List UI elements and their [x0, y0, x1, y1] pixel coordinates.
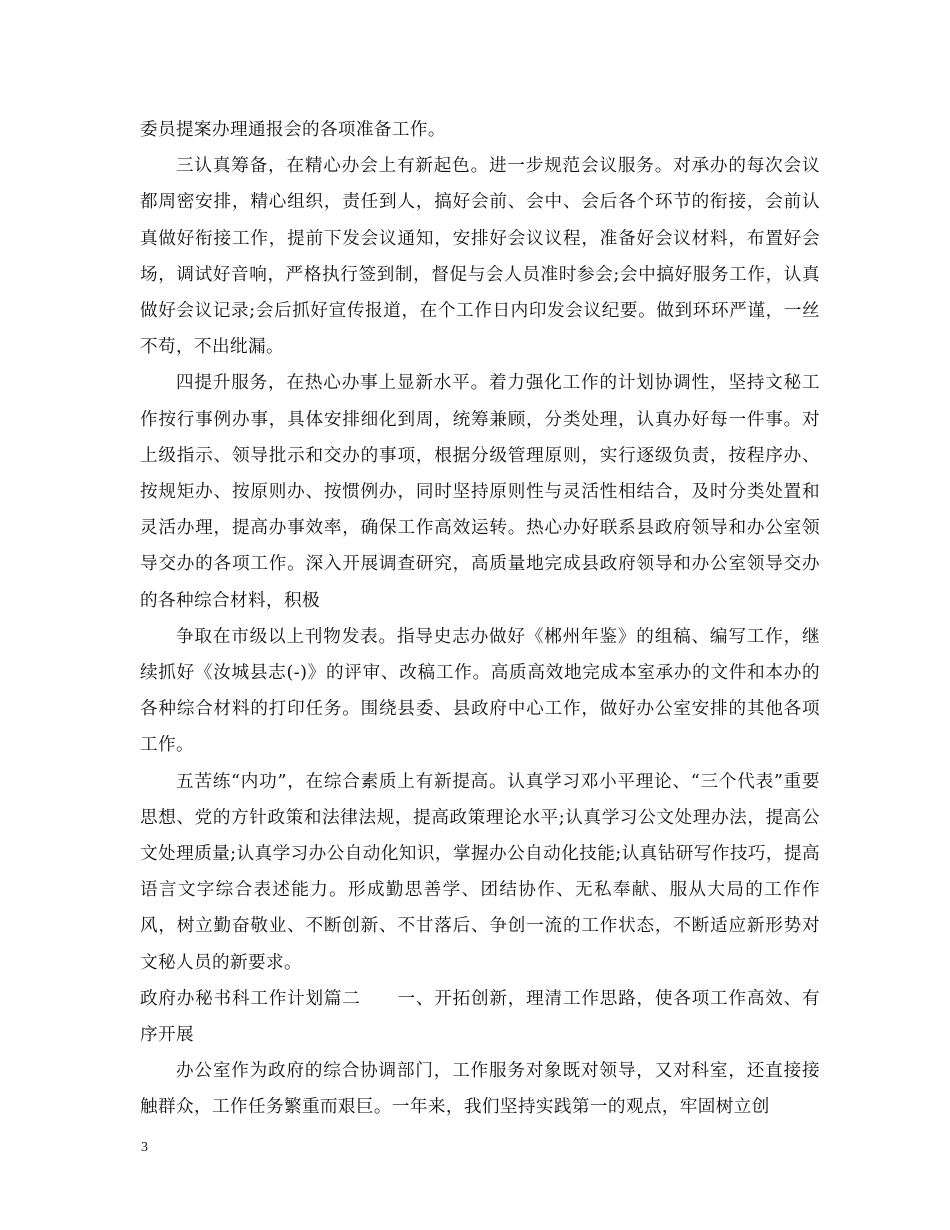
page-number: 3	[141, 1140, 148, 1155]
paragraph-item-four: 四提升服务，在热心办事上显新水平。着力强化工作的计划协调性，坚持文秘工作按行事例办事，具体安排细化到周，统筹兼顾，分类处理，认真办好每一件事。对上级指示、领导批示和交办的事项，根据分级管理原则，实行逐级负责，按程序办、按规矩办、按原则办、按惯例办，同时坚持原则性与灵活性相结合，及时分类处置和灵活办理，提高办事效率，确保工作高效运转。热心办好联系县政府领导和办公室领导交办的各项工作。深入开展调查研究，高质量地完成县政府领导和办公室领导交办的各种综合材料，积极	[140, 373, 820, 611]
document-body	[140, 112, 820, 1126]
paragraph-item-four-continued: 争取在市级以上刊物发表。指导史志办做好《郴州年鉴》的组稿、编写工作，继续抓好《汝城县志(-)》的评审、改稿工作。高质高效地完成本室承办的文件和本办的各种综合材料的打印任务。围绕县委、县政府中心工作，做好办公室安排的其他各项工作。	[140, 626, 820, 756]
paragraph-item-five: 五苦练“内功”，在综合素质上有新提高。认真学习邓小平理论、“三个代表”重要思想、党的方针政策和法律法规，提高政策理论水平;认真学习公文处理办法，提高公文处理质量;认真学习办公自动化知识，掌握办公自动化技能;认真钻研写作技巧，提高语言文字综合表述能力。形成勤思善学、团结协作、无私奉献、服从大局的工作作风，树立勤奋敬业、不断创新、不甘落后、争创一流的工作状态，不断适应新形势对文秘人员的新要求。	[140, 771, 820, 973]
section-heading: 政府办秘书科工作计划篇二 一、开拓创新，理清工作思路，使各项工作高效、有序开展	[140, 988, 820, 1046]
paragraph-continuation: 委员提案办理通报会的各项准备工作。	[140, 120, 446, 140]
paragraph-office-intro: 办公室作为政府的综合协调部门，工作服务对象既对领导，又对科室，还直接接触群众，工作任务繁重而艰巨。一年来，我们坚持实践第一的观点，牢固树立创	[140, 1061, 820, 1118]
paragraph-item-three: 三认真筹备，在精心办会上有新起色。进一步规范会议服务。对承办的每次会议都周密安排，精心组织，责任到人，搞好会前、会中、会后各个环节的衔接，会前认真做好衔接工作，提前下发会议通知，安排好会议议程，准备好会议材料，布置好会场，调试好音响，严格执行签到制，督促与会人员准时参会;会中搞好服务工作，认真做好会议记录;会后抓好宣传报道，在个工作日内印发会议纪要。做到环环严谨，一丝不苟，不出纰漏。	[140, 156, 820, 358]
